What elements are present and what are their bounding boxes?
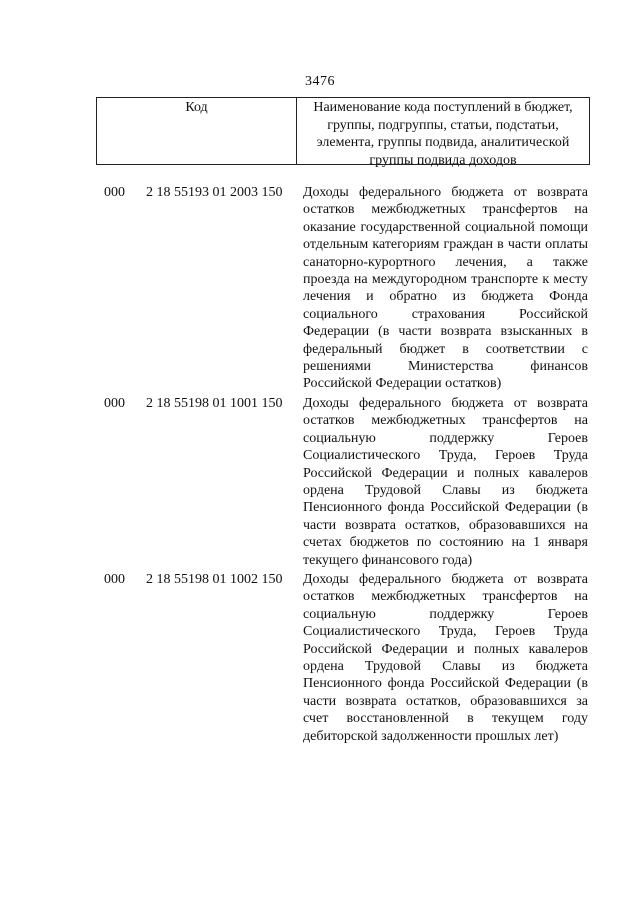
row-admin-code: 000 — [104, 185, 125, 200]
page-number: 3476 — [305, 74, 335, 89]
header-name-column: Наименование кода поступлений в бюджет, группы, подгруппы, статьи, подстатьи, элемента, группы подвида, аналитической группы подвида доходов — [313, 100, 573, 168]
row-income-code: 2 18 55193 01 2003 150 — [146, 185, 283, 200]
table-body — [0, 184, 640, 747]
row-admin-code: 000 — [104, 395, 125, 411]
row-description: Доходы федерального бюджета от возврата остатков межбюджетных трансфертов на оказание государственной социальной помощи отдельным категориям граждан в части оплаты санаторно-курортного лечения, а также проезда на междугородном транспорте к месту лечения и обратно из бюджета Фонда социального страхования Российской Федерации (в части возврата взысканных в федеральный бюджет в соответствии с решениями Министерства финансов Российской Федерации остатков) — [303, 185, 588, 392]
row-description: Доходы федерального бюджета от возврата остатков межбюджетных трансфертов на социальную поддержку Героев Социалистического Труда, Героев Труда Российской Федерации и полных кавалеров ордена Трудовой Славы из бюджета Пенсионного фонда Российской Федерации (в части возврата остатков, образовавшихся за счет восстановленной в текущем году дебиторской задолженности прошлых лет) — [303, 571, 588, 744]
row-description: Доходы федерального бюджета от возврата остатков межбюджетных трансфертов на социальную поддержку Героев Социалистического Труда, Героев Труда Российской Федерации и полных кавалеров ордена Трудовой Славы из бюджета Пенсионного фонда Российской Федерации (в части возврата остатков, образовавшихся на счетах бюджетов по состоянию на 1 января текущего финансового года) — [303, 395, 588, 568]
row-income-code: 2 18 55198 01 1001 150 — [146, 395, 283, 411]
table-row — [0, 184, 640, 393]
row-income-code: 2 18 55198 01 1002 150 — [146, 571, 283, 587]
table-header — [96, 97, 590, 168]
table-row — [0, 395, 640, 569]
header-code-column: Код — [97, 98, 297, 164]
table-row — [0, 571, 640, 745]
row-admin-code: 000 — [104, 571, 125, 587]
